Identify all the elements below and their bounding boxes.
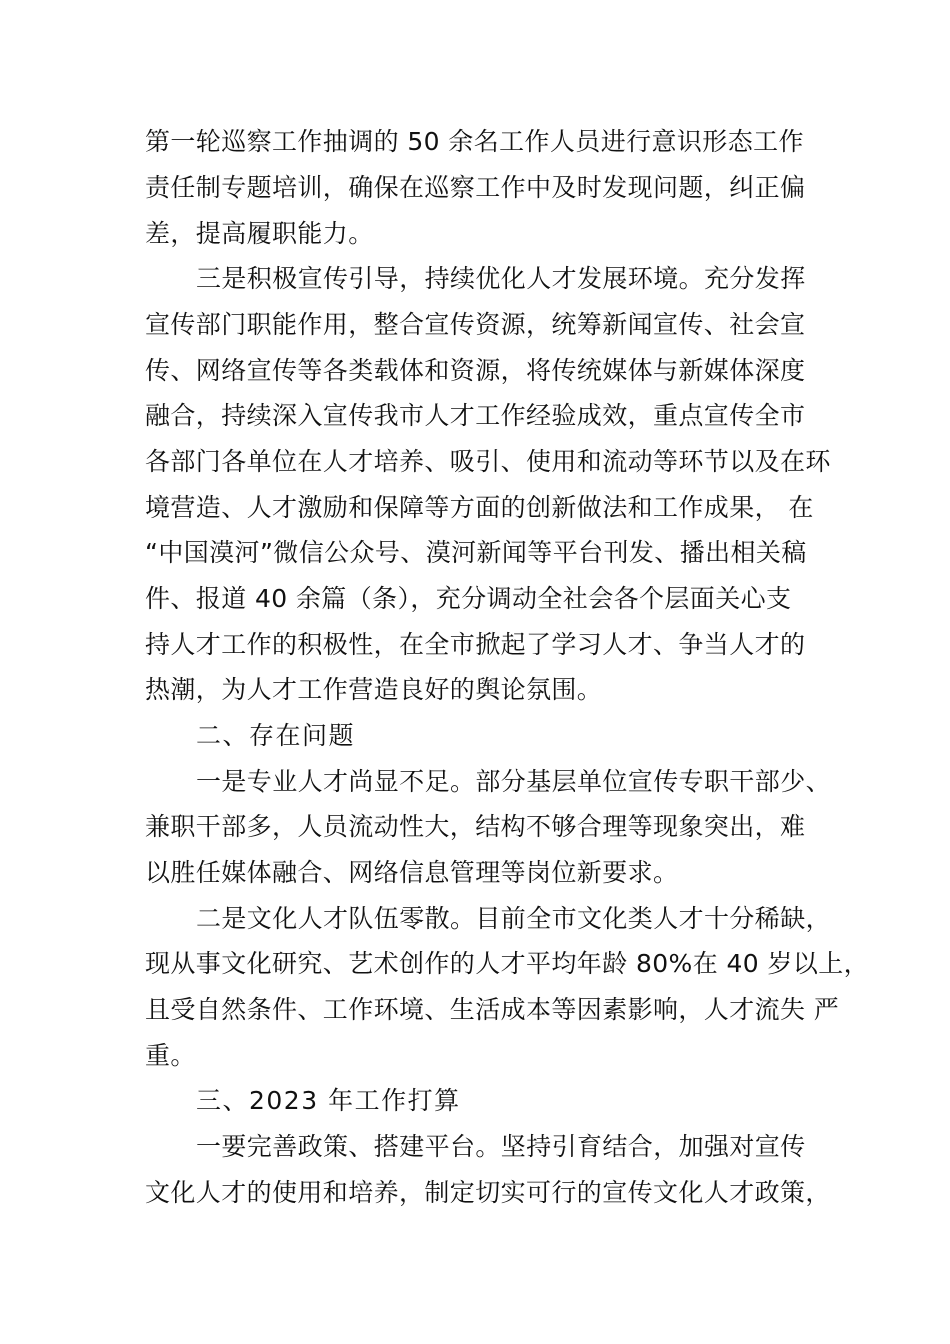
section-heading: 三、2023 年工作打算: [196, 1086, 461, 1115]
body-text-line: 热潮，为人才工作营造良好的舆论氛围。: [145, 675, 603, 704]
body-text-line: 宣传部门职能作用，整合宣传资源，统筹新闻宣传、社会宣: [145, 310, 806, 339]
body-text-line: 重。: [145, 1041, 196, 1070]
paragraph-first-line: 三是积极宣传引导，持续优化人才发展环境。充分发挥: [196, 264, 806, 293]
paragraph-first-line: 二是文化人才队伍零散。目前全市文化类人才十分稀缺，: [196, 904, 832, 933]
paragraph-first-line: 一是专业人才尚显不足。部分基层单位宣传专职干部少、: [196, 767, 832, 796]
body-text-line: 第一轮巡察工作抽调的 50 余名工作人员进行意识形态工作: [145, 127, 804, 156]
body-text-line: 传、网络宣传等各类载体和资源，将传统媒体与新媒体深度: [145, 356, 806, 385]
paragraph-first-line: 一要完善政策、搭建平台。坚持引育结合，加强对宣传: [196, 1132, 806, 1161]
body-text-line: 责任制专题培训，确保在巡察工作中及时发现问题，纠正偏: [145, 173, 806, 202]
body-text-line: 兼职干部多，人员流动性大，结构不够合理等现象突出，难: [145, 812, 806, 841]
body-text-line: 融合，持续深入宣传我市人才工作经验成效，重点宣传全市: [145, 401, 806, 430]
body-text-line: 境营造、人才激励和保障等方面的创新做法和工作成果， 在: [145, 493, 814, 522]
section-heading: 二、存在问题: [196, 721, 356, 750]
body-text-line: 以胜任媒体融合、网络信息管理等岗位新要求。: [145, 858, 679, 887]
body-text-line: “中国漠河”微信公众号、漠河新闻等平台刊发、播出相关稿: [145, 538, 807, 567]
body-text-line: 各部门各单位在人才培养、吸引、使用和流动等环节以及在环: [145, 447, 831, 476]
body-text-line: 且受自然条件、工作环境、生活成本等因素影响，人才流失 严: [145, 995, 840, 1024]
body-text-line: 现从事文化研究、艺术创作的人才平均年龄 80%在 40 岁以上，: [145, 949, 870, 978]
body-text-line: 件、报道 40 余篇（条），充分调动全社会各个层面关心支: [145, 584, 792, 613]
body-text-line: 差，提高履职能力。: [145, 219, 374, 248]
body-text-line: 文化人才的使用和培养，制定切实可行的宣传文化人才政策，: [145, 1178, 831, 1207]
body-text-line: 持人才工作的积极性，在全市掀起了学习人才、争当人才的: [145, 630, 806, 659]
